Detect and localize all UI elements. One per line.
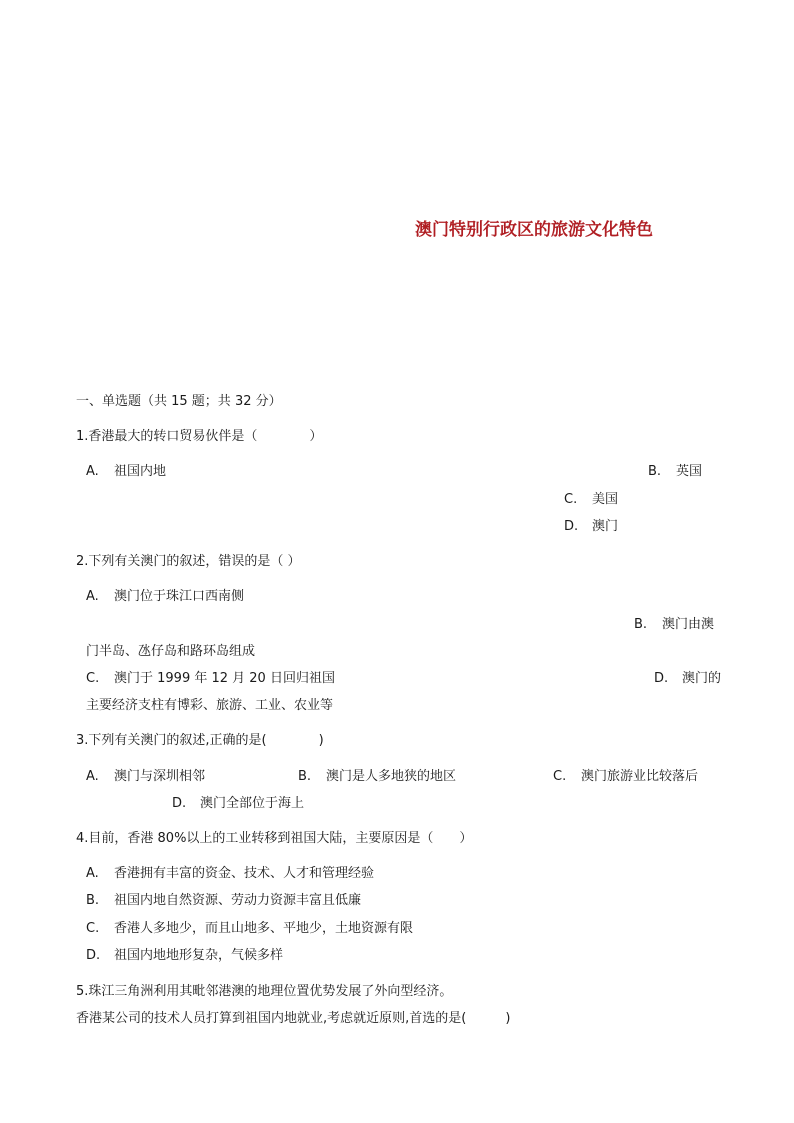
option-text: 澳门 [592,519,619,534]
option-letter: B. [86,893,100,908]
option-letter: A. [86,589,99,604]
option-text: 澳门与深圳相邻 [114,769,206,784]
q4-option-a[interactable] [86,865,374,883]
q3-option-c[interactable] [553,768,698,786]
option-letter: D. [172,796,187,811]
q4-option-d[interactable] [86,947,283,965]
q2-option-c[interactable] [86,670,335,688]
question-5-stem-continued: 香港某公司的技术人员打算到祖国内地就业,考虑就近原则,首选的是( ) [76,1011,511,1026]
q1-option-c[interactable] [564,491,618,509]
page-title: 澳门特别行政区的旅游文化特色 [415,220,653,240]
q2-option-b-continued: 门半岛、氹仔岛和路环岛组成 [86,644,256,659]
option-text: 英国 [676,464,703,479]
q2-option-d[interactable] [654,670,721,688]
question-1-stem: 1.香港最大的转口贸易伙伴是（ ） [76,429,323,444]
q3-option-b[interactable] [298,768,456,786]
option-text: 香港人多地少，而且山地多、平地少，土地资源有限 [114,921,414,936]
option-letter: B. [634,617,648,632]
option-letter: A. [86,866,99,881]
option-text: 祖国内地 [114,464,167,479]
question-5-stem: 5.珠江三角洲利用其毗邻港澳的地理位置优势发展了外向型经济。 [76,984,453,999]
option-text: 香港拥有丰富的资金、技术、人才和管理经验 [114,866,375,881]
q3-option-a[interactable] [86,768,205,786]
option-letter: A. [86,464,99,479]
option-text: 澳门于 1999 年 12 月 20 日回归祖国 [114,671,335,686]
option-text: 澳门全部位于海上 [200,796,305,811]
q4-option-b[interactable] [86,892,361,910]
q2-option-b[interactable] [634,616,714,634]
option-text: 澳门由澳 [662,617,715,632]
question-4-stem: 4.目前，香港 80%以上的工业转移到祖国大陆，主要原因是（ ） [76,831,473,846]
option-text: 澳门的 [682,671,722,686]
option-letter: D. [654,671,669,686]
option-letter: B. [648,464,662,479]
option-text: 美国 [592,492,619,507]
option-letter: B. [298,769,312,784]
option-text: 澳门位于珠江口西南侧 [114,589,245,604]
option-text: 祖国内地地形复杂，气候多样 [114,948,284,963]
q1-option-b[interactable] [648,463,702,481]
option-letter: D. [564,519,579,534]
option-letter: C. [86,921,100,936]
q3-option-d[interactable] [172,795,304,813]
q4-option-c[interactable] [86,920,413,938]
option-letter: C. [564,492,578,507]
q2-option-d-continued: 主要经济支柱有博彩、旅游、工业、农业等 [86,698,334,713]
option-letter: C. [86,671,100,686]
option-letter: D. [86,948,101,963]
option-text: 澳门旅游业比较落后 [581,769,699,784]
option-letter: A. [86,769,99,784]
option-letter: C. [553,769,567,784]
section-heading: 一、单选题（共 15 题；共 32 分） [76,394,282,409]
q2-option-a[interactable] [86,588,244,606]
option-text: 祖国内地自然资源、劳动力资源丰富且低廉 [114,893,362,908]
question-2-stem: 2.下列有关澳门的叙述，错误的是（ ） [76,554,301,569]
option-text: 澳门是人多地狭的地区 [326,769,457,784]
q1-option-d[interactable] [564,518,618,536]
question-3-stem: 3.下列有关澳门的叙述,正确的是( ) [76,733,324,748]
q1-option-a[interactable] [86,463,166,481]
